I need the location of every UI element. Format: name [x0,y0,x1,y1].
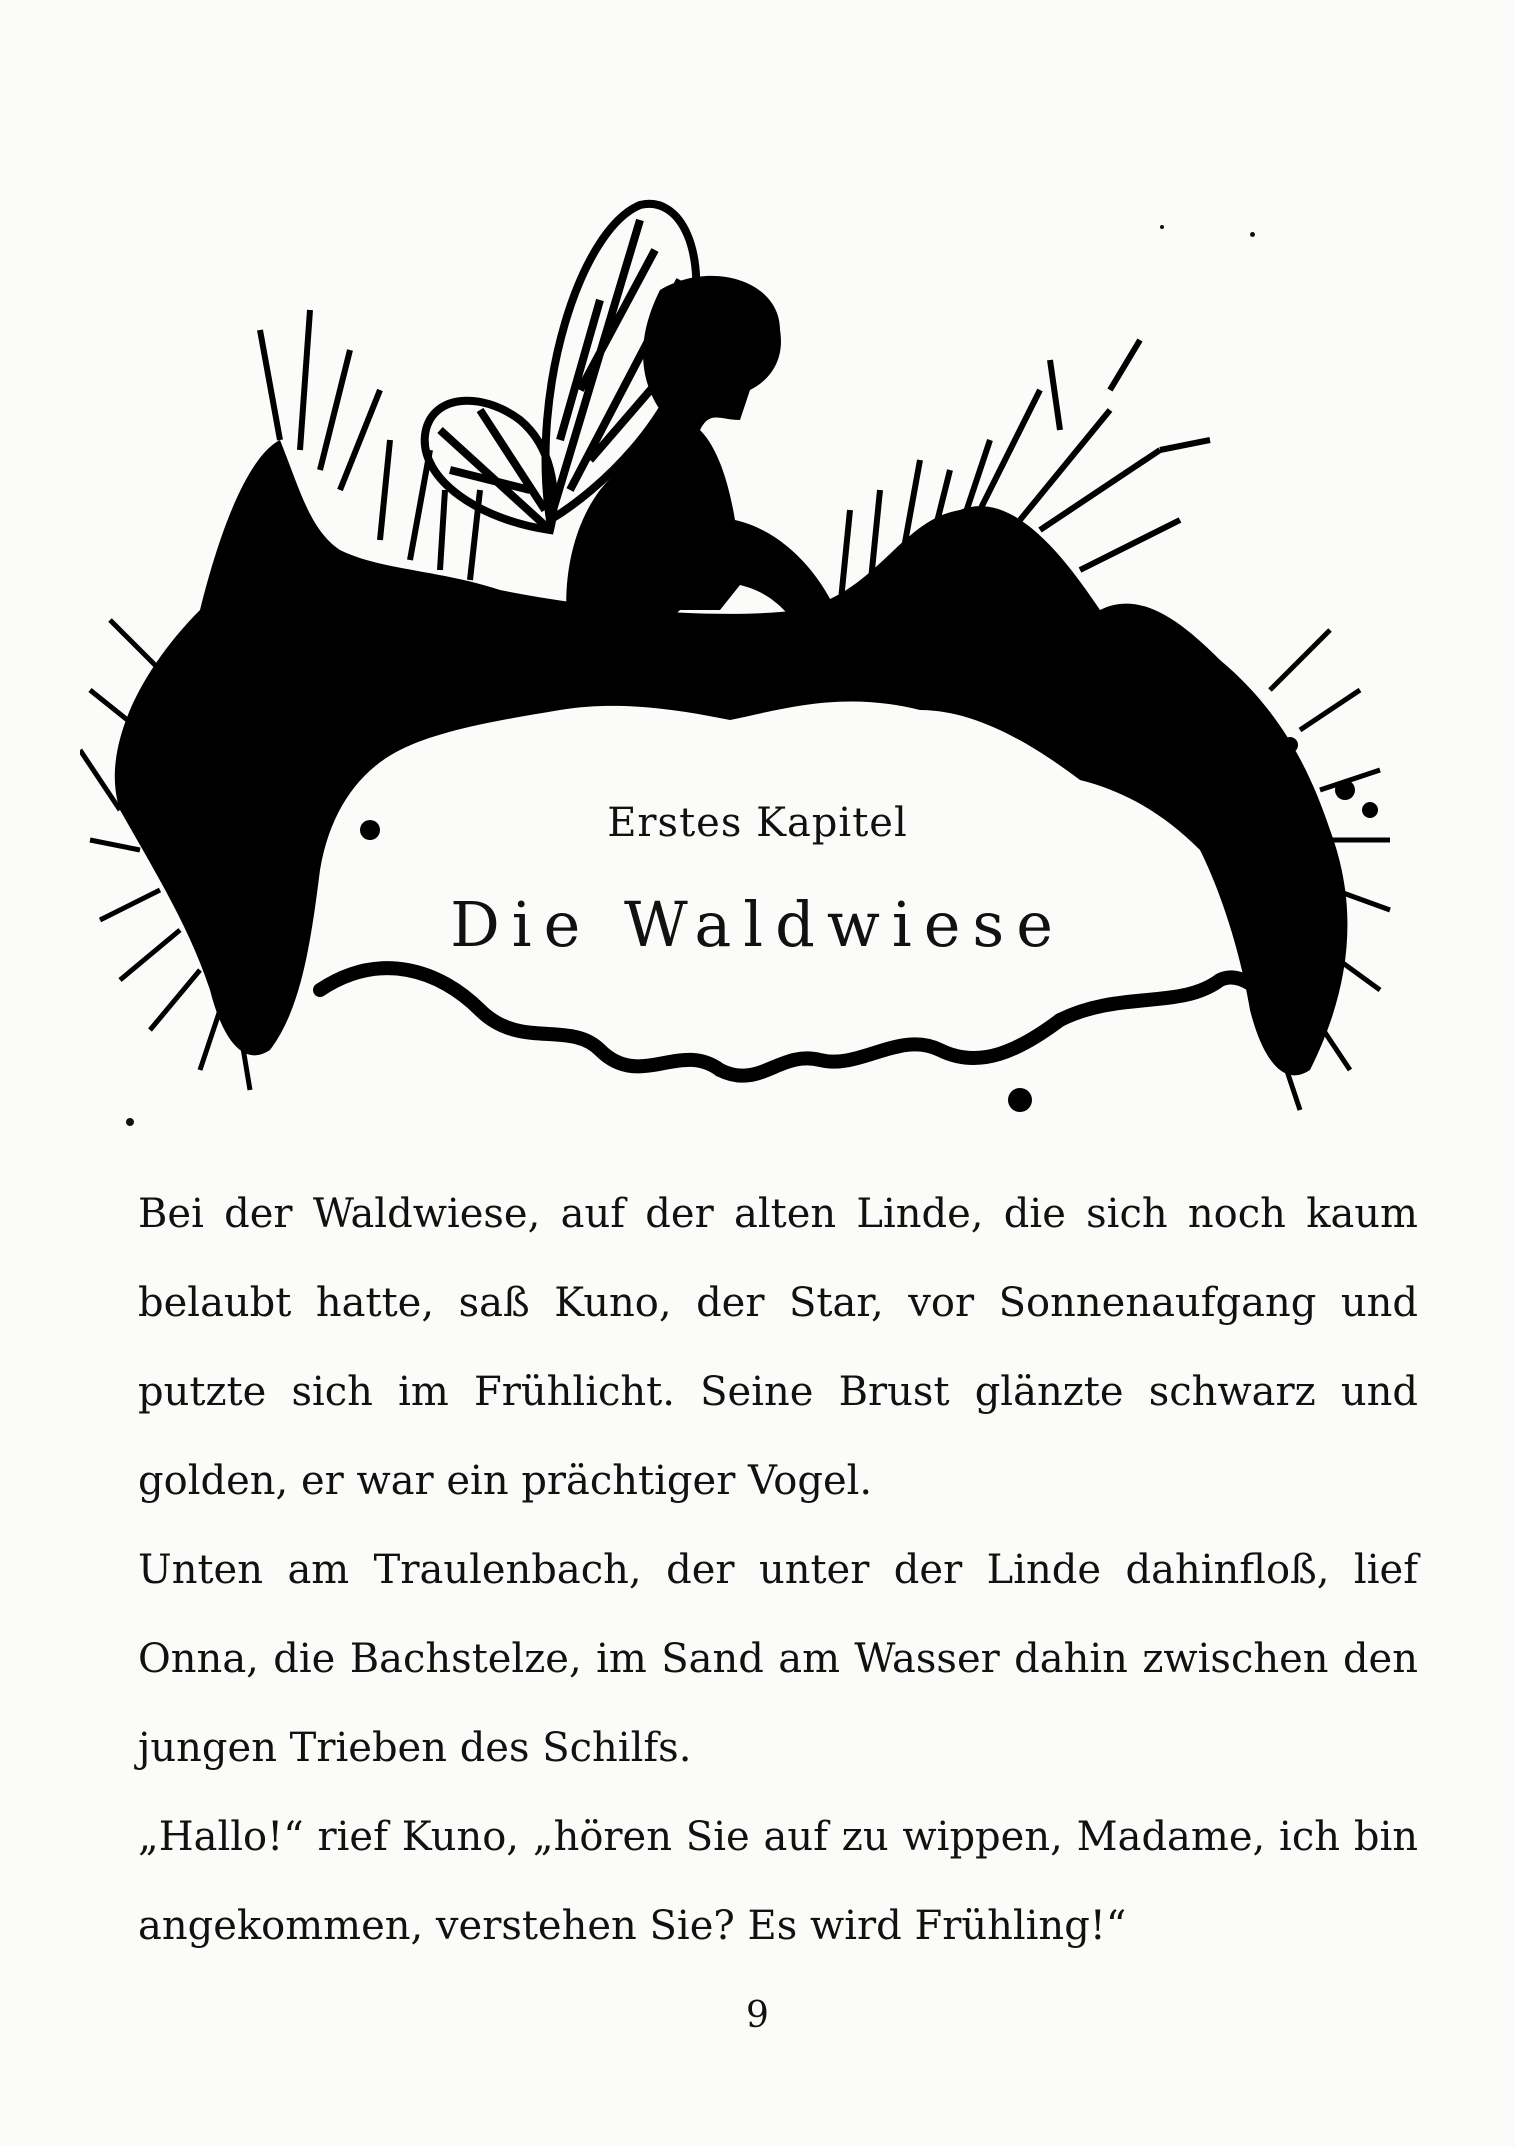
paragraph: „Hallo!“ rief Kuno, „hören Sie auf zu wippen, Madame, ich bin angekommen, verstehen Sie? Es wird Frühling!“ [138,1814,1418,1949]
body-text [138,1170,1418,1971]
page-number: 9 [746,1995,769,2036]
fairy-silhouette-illustration [80,190,1400,1140]
print-speck [1160,225,1164,229]
print-speck [126,1118,134,1126]
print-speck [1250,232,1255,237]
paragraph: Unten am Traulenbach, der unter der Linde dahinfloß, lief Onna, die Bachstelze, im Sand am Wasser dahin zwischen den jungen Trieben des Schilfs. [138,1547,1418,1771]
chapter-title: Die Waldwiese [450,888,1065,961]
paragraph: Bei der Waldwiese, auf der alten Linde, die sich noch kaum belaubt hatte, saß Kuno, der Star, vor Sonnenaufgang und putzte sich im Frühlicht. Seine Brust glänzte schwarz und golden, er war ein prächtiger Vogel. [138,1191,1418,1504]
chapter-label: Erstes Kapitel [607,800,908,846]
